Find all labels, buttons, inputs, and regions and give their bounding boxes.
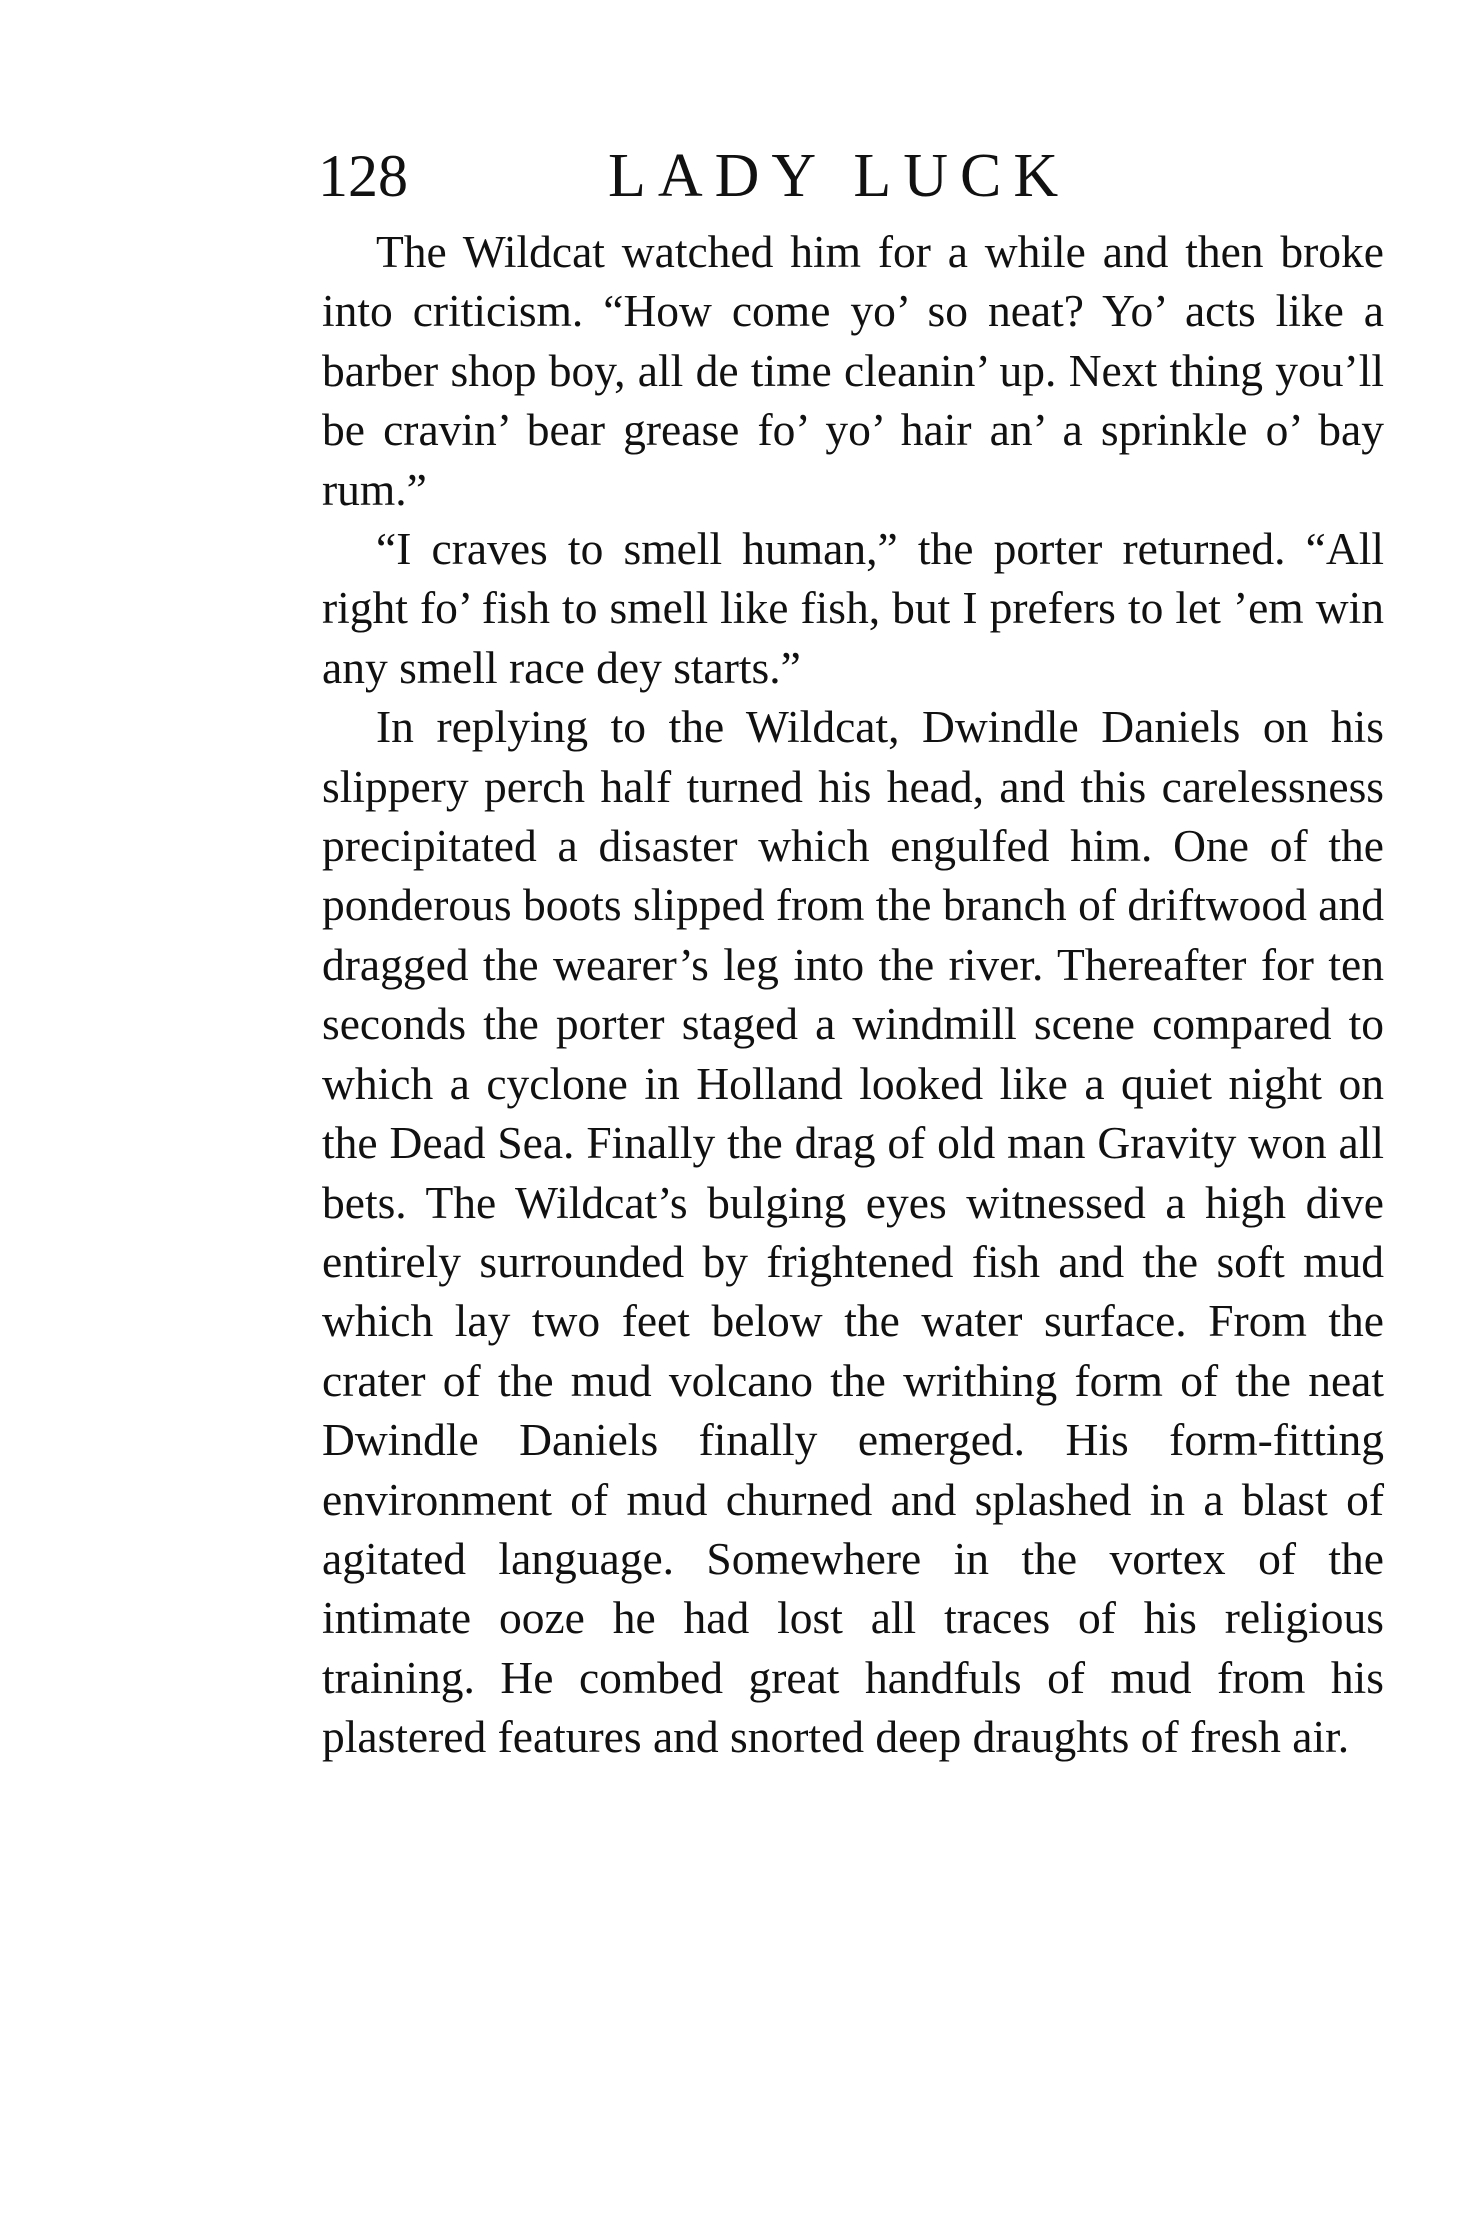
body-text (322, 222, 1384, 1767)
page-number: 128 (318, 143, 408, 209)
paragraph-2: “I craves to smell human,” the porter returned. “All right fo’ fish to smell like fish, but I prefers to let ’em win any smell race dey starts.” (322, 523, 1384, 693)
paragraph-1: The Wildcat watched him for a while and then broke into criticism. “How come yo’ so neat? Yo’ acts like a barber shop boy, all de time cleanin’ up. Next thing you’ll be cravin’ bear grease fo’ yo’ hair an’ a sprinkle o’ bay rum.” (322, 226, 1384, 515)
page-header (318, 136, 1378, 216)
running-title: LADY LUCK (608, 142, 1071, 210)
paragraph-3: In replying to the Wildcat, Dwindle Daniels on his slippery perch half turned his head, and this carelessness precipitated a disaster which engulfed him. One of the ponderous boots slipped from the branch of driftwood and dragged the wearer’s leg into the river. Thereafter for ten seconds the porter staged a windmill scene compared to which a cyclone in Holland looked like a quiet night on the Dead Sea. Finally the drag of old man Gravity won all bets. The Wildcat’s bulging eyes witnessed a high dive entirely surrounded by frightened fish and the soft mud which lay two feet below the water surface. From the crater of the mud volcano the writhing form of the neat Dwindle Daniels finally emerged. His form-fitting environment of mud churned and splashed in a blast of agitated language. Somewhere in the vortex of the intimate ooze he had lost all traces of his religious training. He combed great handfuls of mud from his plastered features and snorted deep draughts of fresh air. (322, 701, 1384, 1763)
